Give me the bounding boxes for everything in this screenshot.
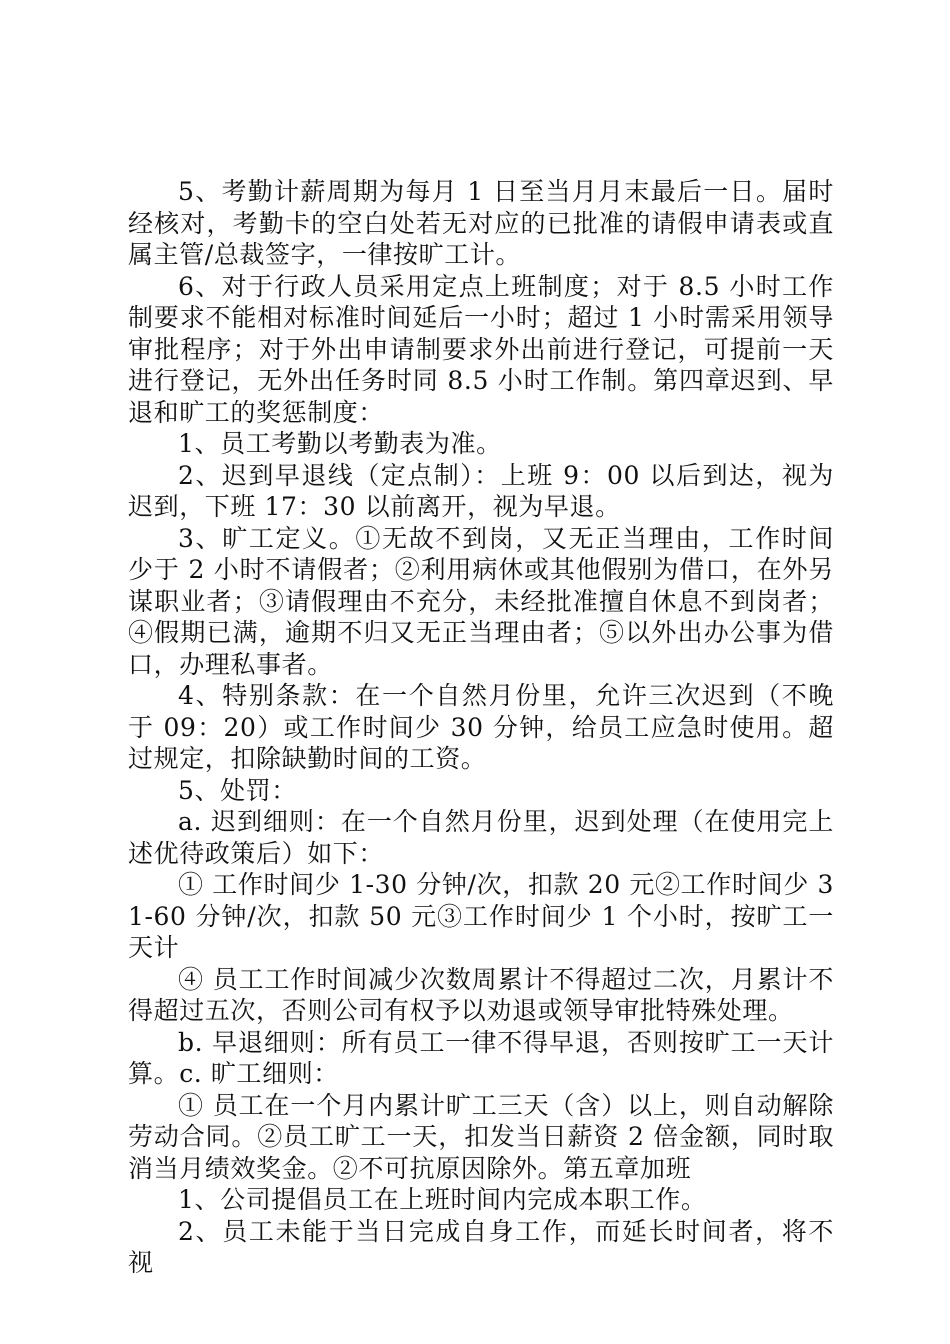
paragraph-absence-rules: ① 员工在一个月内累计旷工三天（含）以上，则自动解除劳动合同。②员工旷工一天，扣发当日薪资 2 倍金额，同时取消当月绩效奖金。②不可抗原因除外。第五章加班 (128, 1090, 834, 1183)
paragraph-attendance-cycle: 5、考勤计薪周期为每月 1 日至当月月末最后一日。届时经核对，考勤卡的空白处若无对应的已批准的请假申请表或直属主管/总裁签字，一律按旷工计。 (128, 177, 834, 269)
paragraph-absence-definition: 3、旷工定义。①无故不到岗，又无正当理由，工作时间少于 2 小时不请假者；②利用病休或其他假别为借口，在外另谋职业者；③请假理由不充分，未经批准擅自休息不到岗者；④假期已满，逾期不归又无正当理由者；⑤以外出办公事为借口，办理私事者。 (128, 523, 834, 679)
paragraph-late-rules: a. 迟到细则：在一个自然月份里，迟到处理（在使用完上述优待政策后）如下： (128, 807, 834, 868)
paragraph-penalty-heading: 5、处罚： (178, 775, 297, 805)
paragraph-attendance-sheet: 1、员工考勤以考勤表为准。 (178, 429, 502, 458)
paragraph-late-deductions: ① 工作时间少 1-30 分钟/次，扣款 20 元②工作时间少 31-60 分钟/次，扣款 50 元③工作时间少 1 个小时，按旷工一天计 (128, 870, 834, 962)
paragraph-special-clause: 4、特别条款：在一个自然月份里，允许三次迟到（不晚于 09：20）或工作时间少 30 分钟，给员工应急时使用。超过规定，扣除缺勤时间的工资。 (128, 681, 834, 773)
paragraph-overtime-2: 2、员工未能于当日完成自身工作，而延长时间者，将不视 (128, 1216, 834, 1277)
paragraph-late-early-line: 2、迟到早退线（定点制）：上班 9：00 以后到达，视为迟到，下班 17：30 以前离开，视为早退。 (128, 460, 834, 521)
paragraph-fixed-schedule: 6、对于行政人员采用定点上班制度；对于 8.5 小时工作制要求不能相对标准时间延后一小时；超过 1 小时需采用领导审批程序；对于外出申请制要求外出前进行登记，可提前一天进行登记，无外出任务时同 8.5 小时工作制。第四章迟到、早退和旷工的奖惩制度： (128, 271, 834, 427)
paragraph-early-leave-rules: b. 早退细则：所有员工一律不得早退，否则按旷工一天计算。c. 旷工细则： (128, 1027, 834, 1088)
paragraph-overtime-1: 1、公司提倡员工在上班时间内完成本职工作。 (178, 1185, 707, 1214)
document-body (128, 176, 834, 1279)
paragraph-reduction-limit: ④ 员工工作时间减少次数周累计不得超过二次，月累计不得超过五次，否则公司有权予以劝退或领导审批特殊处理。 (128, 964, 834, 1025)
